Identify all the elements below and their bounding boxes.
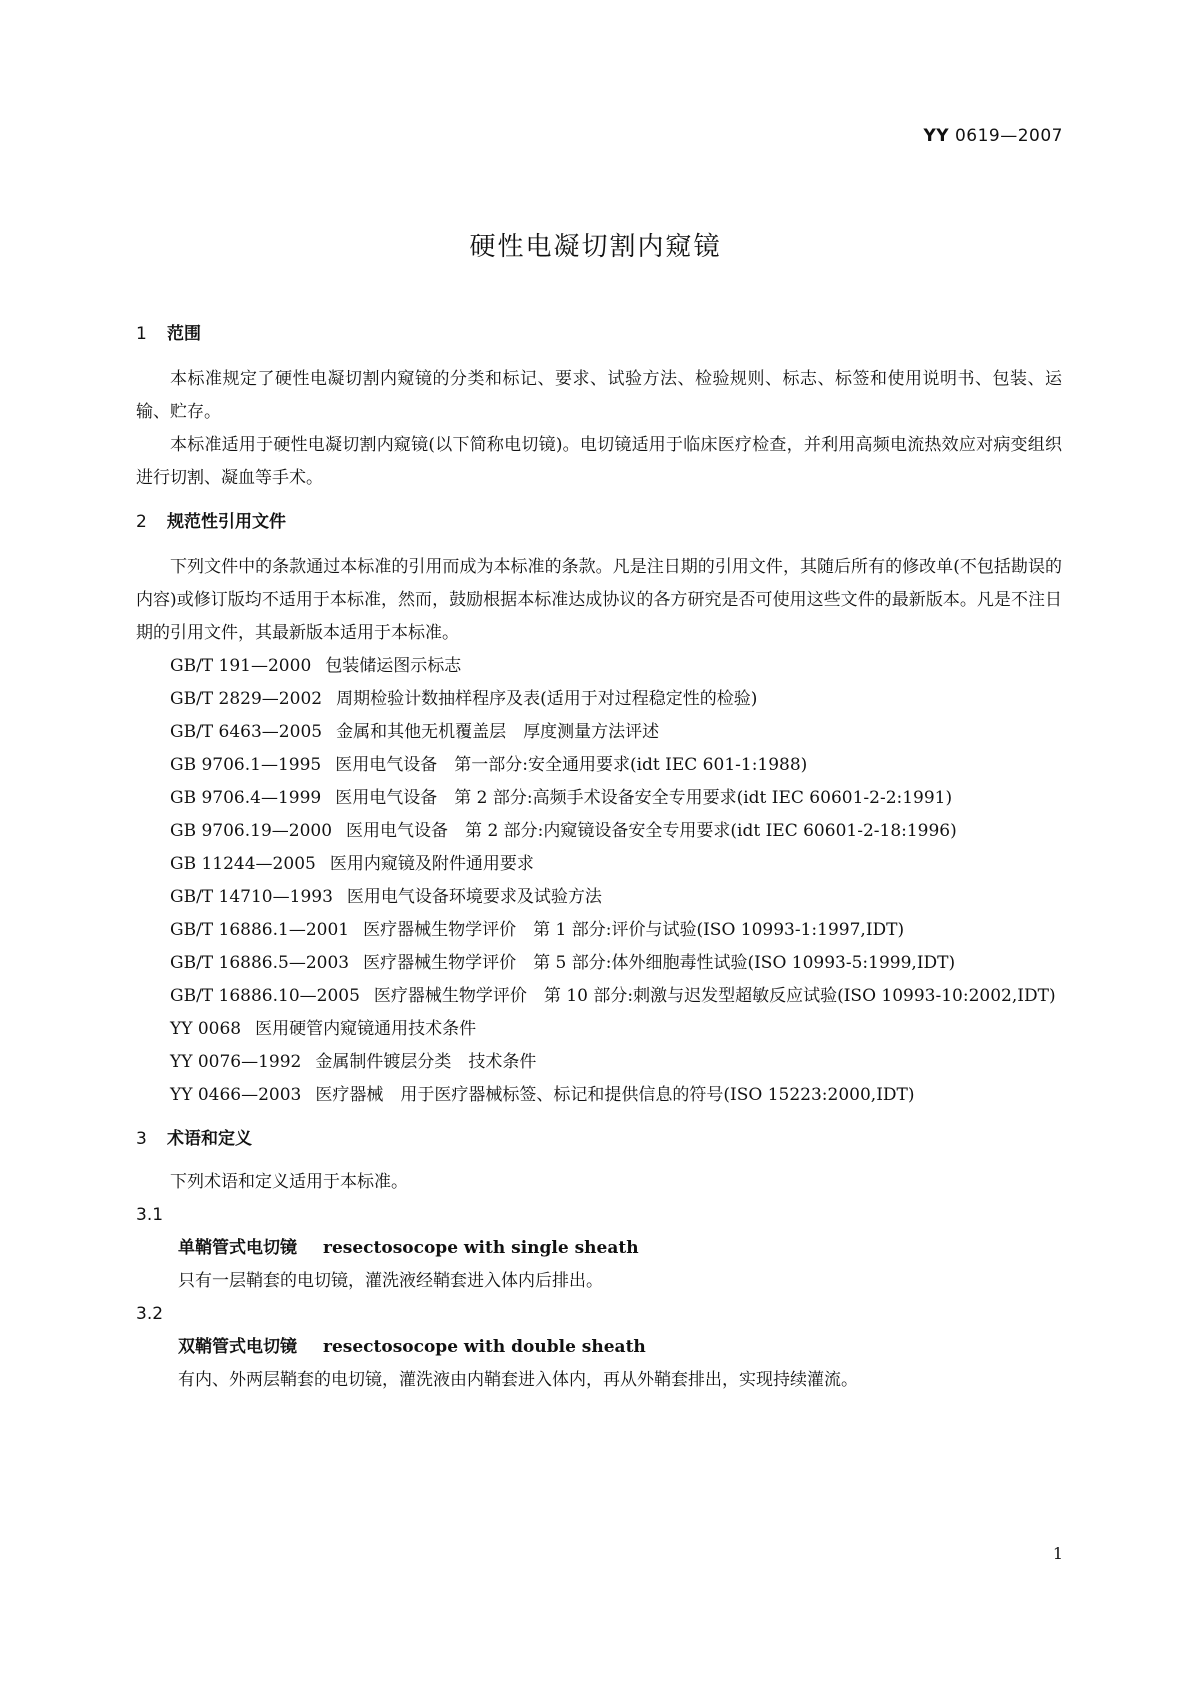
reference-code: YY 0466—2003 (170, 1085, 302, 1105)
reference-code: GB/T 6463—2005 (170, 722, 323, 742)
reference-item (136, 749, 1062, 782)
reference-code: GB 9706.19—2000 (170, 821, 333, 841)
reference-code: GB 11244—2005 (170, 854, 316, 874)
reference-title: 医疗器械生物学评价 第 10 部分:刺激与迟发型超敏反应试验(ISO 10993-10:2002,IDT) (373, 986, 1056, 1006)
reference-item (136, 1013, 1062, 1046)
standard-code (923, 126, 1063, 146)
standard-code-number: 0619—2007 (949, 126, 1063, 146)
term-chinese: 双鞘管式电切镜 (178, 1337, 297, 1357)
reference-title: 金属制件镀层分类 技术条件 (315, 1052, 537, 1072)
term-number: 3.2 (136, 1304, 164, 1324)
reference-item (136, 683, 1062, 716)
reference-title: 金属和其他无机覆盖层 厚度测量方法评述 (336, 722, 660, 742)
section-title: 规范性引用文件 (167, 512, 286, 532)
reference-title: 包装储运图示标志 (325, 656, 462, 676)
reference-title: 医用电气设备环境要求及试验方法 (346, 887, 602, 907)
reference-code: GB/T 16886.1—2001 (170, 920, 350, 940)
standard-code-prefix: YY (923, 126, 950, 146)
reference-code: GB/T 16886.5—2003 (170, 953, 350, 973)
scope-paragraph-2: 本标准适用于硬性电凝切割内窥镜(以下简称电切镜)。电切镜适用于临床医疗检查，并利用高频电流热效应对病变组织进行切割、凝血等手术。 (136, 435, 1062, 488)
reference-code: GB/T 14710—1993 (170, 887, 333, 907)
terms-intro: 下列术语和定义适用于本标准。 (170, 1172, 408, 1192)
section-number: 2 (136, 512, 147, 532)
reference-item (136, 716, 1062, 749)
term-definition: 有内、外两层鞘套的电切镜，灌洗液由内鞘套进入体内，再从外鞘套排出，实现持续灌流。 (178, 1370, 858, 1390)
reference-item (136, 815, 1062, 848)
reference-title: 医用硬管内窥镜通用技术条件 (255, 1019, 477, 1039)
reference-item (136, 947, 1062, 980)
reference-title: 医用电气设备 第 2 部分:内窥镜设备安全专用要求(idt IEC 60601-2-18:1996) (346, 821, 957, 841)
reference-code: GB 9706.4—1999 (170, 788, 322, 808)
reference-title: 医疗器械生物学评价 第 1 部分:评价与试验(ISO 10993-1:1997,IDT) (363, 920, 905, 940)
reference-item (136, 1046, 1062, 1079)
reference-title: 周期检验计数抽样程序及表(适用于对过程稳定性的检验) (336, 689, 758, 709)
section-title: 术语和定义 (167, 1129, 252, 1149)
term-definition: 只有一层鞘套的电切镜，灌洗液经鞘套进入体内后排出。 (178, 1271, 603, 1291)
page-number: 1 (1052, 1544, 1063, 1563)
term-number: 3.1 (136, 1205, 164, 1225)
reference-code: GB/T 16886.10—2005 (170, 986, 360, 1006)
term-title (136, 1232, 1062, 1265)
term-english: resectosocope with single sheath (323, 1238, 639, 1258)
section-number: 3 (136, 1129, 147, 1149)
reference-code: GB/T 191—2000 (170, 656, 312, 676)
term-chinese: 单鞘管式电切镜 (178, 1238, 297, 1258)
section-title: 范围 (167, 324, 201, 344)
document-title: 硬性电凝切割内窥镜 (469, 232, 722, 262)
section-number: 1 (136, 324, 147, 344)
term-english: resectosocope with double sheath (323, 1337, 646, 1357)
reference-code: YY 0068 (170, 1019, 242, 1039)
reference-item (136, 914, 1062, 947)
reference-title: 医用电气设备 第一部分:安全通用要求(idt IEC 601-1:1988) (335, 755, 808, 775)
reference-item (136, 980, 1062, 1013)
document-body (136, 318, 1062, 1397)
reference-title: 医疗器械生物学评价 第 5 部分:体外细胞毒性试验(ISO 10993-5:1999,IDT) (363, 953, 956, 973)
references-intro: 下列文件中的条款通过本标准的引用而成为本标准的条款。凡是注日期的引用文件，其随后所有的修改单(不包括勘误的内容)或修订版均不适用于本标准，然而，鼓励根据本标准达成协议的各方研究是否可使用这些文件的最新版本。凡是不注日期的引用文件，其最新版本适用于本标准。 (136, 557, 1062, 643)
reference-item (136, 848, 1062, 881)
reference-item (136, 782, 1062, 815)
reference-item (136, 650, 1062, 683)
section-2-heading (136, 506, 1062, 539)
reference-title: 医用内窥镜及附件通用要求 (329, 854, 534, 874)
reference-item (136, 1079, 1062, 1112)
reference-title: 医用电气设备 第 2 部分:高频手术设备安全专用要求(idt IEC 60601-2-2:1991) (335, 788, 953, 808)
section-1-heading (136, 318, 1062, 351)
reference-item (136, 881, 1062, 914)
reference-code: GB 9706.1—1995 (170, 755, 322, 775)
reference-title: 医疗器械 用于医疗器械标签、标记和提供信息的符号(ISO 15223:2000,IDT) (315, 1085, 915, 1105)
scope-paragraph-1: 本标准规定了硬性电凝切割内窥镜的分类和标记、要求、试验方法、检验规则、标志、标签和使用说明书、包装、运输、贮存。 (136, 369, 1062, 422)
section-3-heading (136, 1123, 1062, 1156)
reference-code: GB/T 2829—2002 (170, 689, 323, 709)
reference-code: YY 0076—1992 (170, 1052, 302, 1072)
term-title (136, 1331, 1062, 1364)
